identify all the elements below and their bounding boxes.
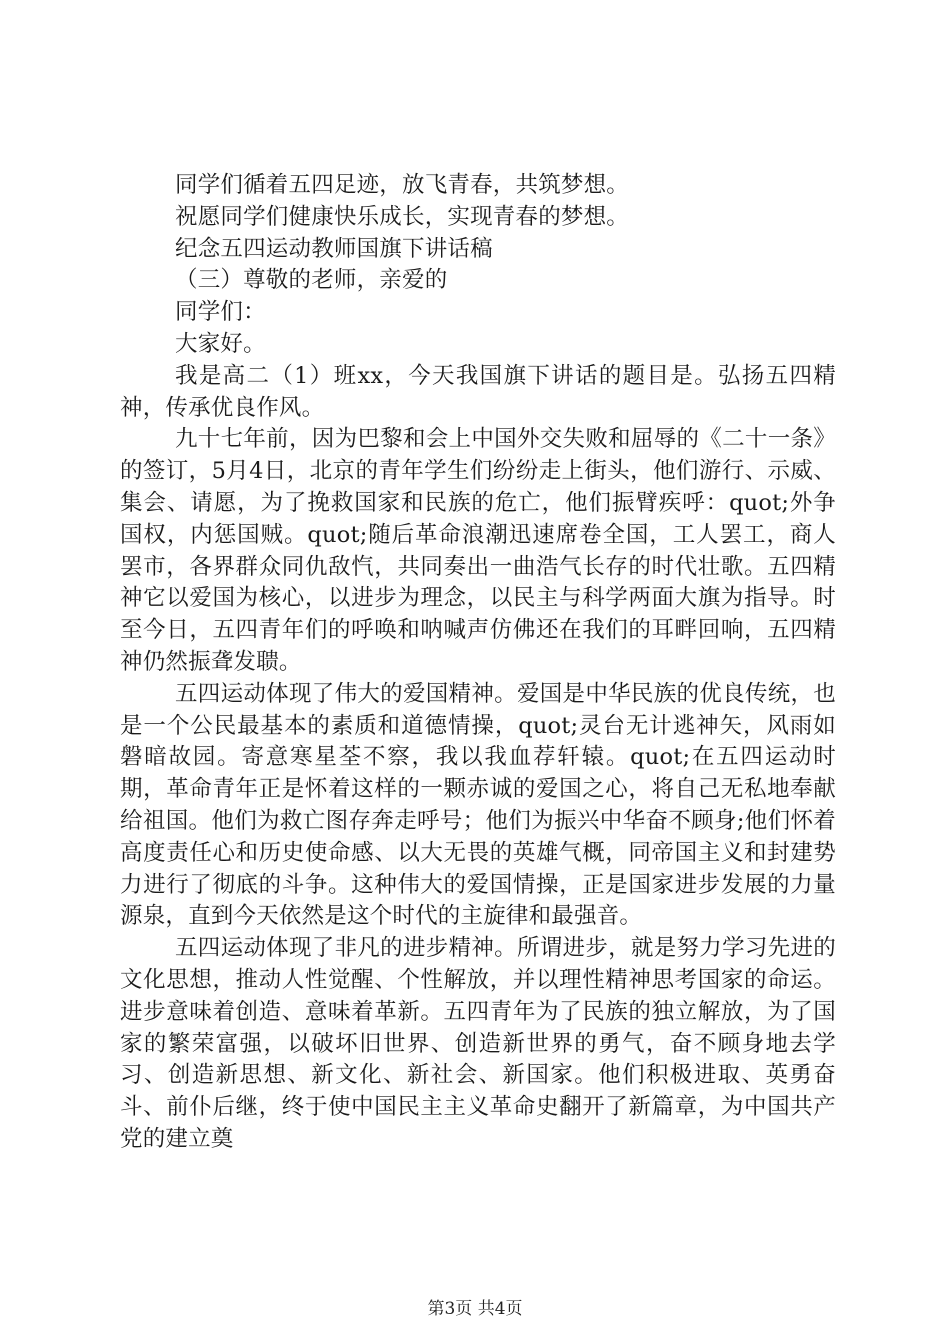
paragraph: 九十七年前，因为巴黎和会上中国外交失败和屈辱的《二十一条》的签订，5月4日，北京的青年学生们纷纷走上街头，他们游行、示威、集会、请愿，为了挽救国家和民族的危亡，他们振臂疾呼：quot;外争国权，内惩国贼。quot;随后革命浪潮迅速席卷全国，工人罢工，商人罢市，各界群众同仇敌忾，共同奏出一曲浩气长存的时代壮歌。五四精神它以爱国为核心，以进步为理念，以民主与科学两面大旗为指导。时至今日，五四青年们的呼唤和呐喊声仿佛还在我们的耳畔回响，五四精神仍然振聋发聩。 <box>120 426 836 675</box>
paragraph: 五四运动体现了伟大的爱国精神。爱国是中华民族的优良传统，也是一个公民最基本的素质和道德情操，quot;灵台无计逃神矢，风雨如磐暗故园。寄意寒星荃不察，我以我血荐轩辕。quot;在五四运动时期，革命青年正是怀着这样的一颗赤诚的爱国之心，将自己无私地奉献给祖国。他们为救亡图存奔走呼号；他们为振兴中华奋不顾身;他们怀着高度责任心和历史使命感、以大无畏的英雄气概，同帝国主义和封建势力进行了彻底的斗争。这种伟大的爱国情操，正是国家进步发展的力量源泉，直到今天依然是这个时代的主旋律和最强音。 <box>120 680 836 930</box>
salutation: 同学们： <box>175 299 266 326</box>
paragraph: 五四运动体现了非凡的进步精神。所谓进步，就是努力学习先进的文化思想，推动人性觉醒、个性解放，并以理性精神思考国家的命运。进步意味着创造、意味着革新。五四青年为了民族的独立解放，为了国家的繁荣富强，以破坏旧世界、创造新世界的勇气，奋不顾身地去学习、创造新思想、新文化、新社会、新国家。他们积极进取、英勇奋斗、前仆后继，终于使中国民主主义革命史翻开了新篇章，为中国共产党的建立奠 <box>120 935 836 1152</box>
paragraph: （三）尊敬的老师，亲爱的 <box>175 267 448 294</box>
greeting: 大家好。 <box>175 330 266 357</box>
paragraph: 同学们循着五四足迹，放飞青春，共筑梦想。 <box>175 172 630 198</box>
document-body <box>120 170 836 1156</box>
paragraph: 我是高二（1）班xx，今天我国旗下讲话的题目是。弘扬五四精神，传承优良作风。 <box>120 362 836 421</box>
page-footer: 第3页 共4页 <box>427 1299 523 1319</box>
paragraph: 祝愿同学们健康快乐成长，实现青春的梦想。 <box>175 203 630 230</box>
section-title: 纪念五四运动教师国旗下讲话稿 <box>175 235 493 262</box>
